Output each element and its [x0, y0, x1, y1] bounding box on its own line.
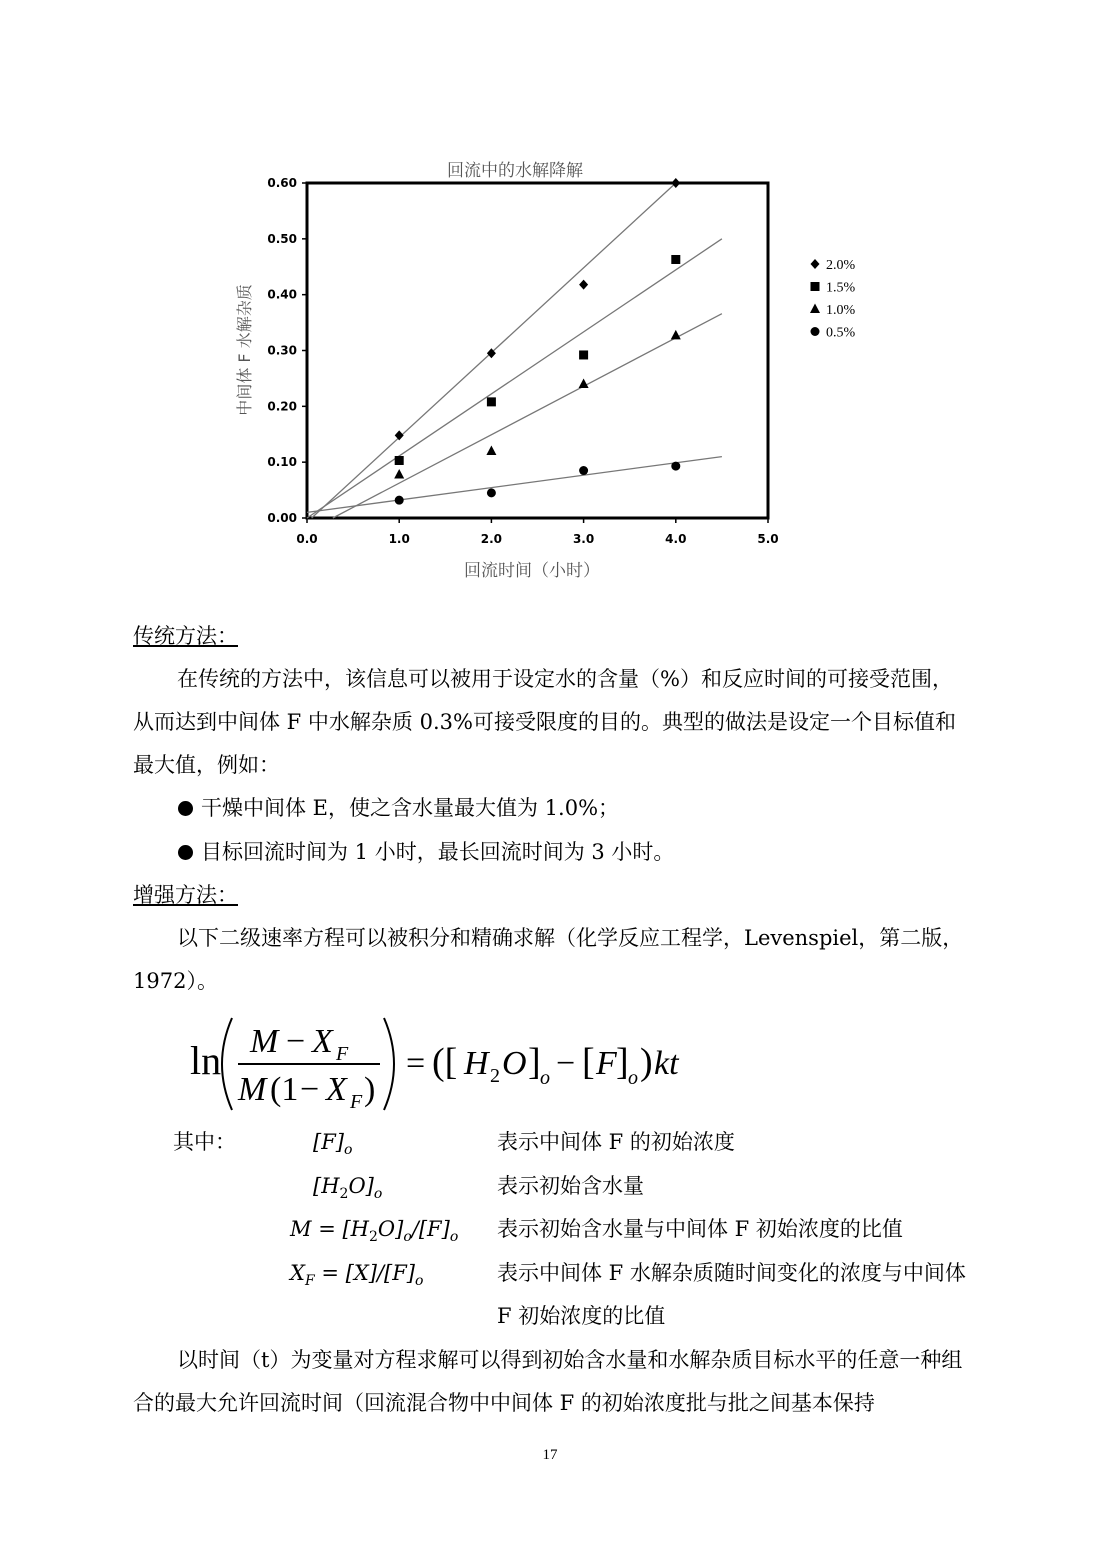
data-point [579, 379, 589, 389]
hydrolysis-chart [220, 150, 880, 590]
data-point [486, 446, 496, 456]
svg-text:]: ] [616, 1041, 629, 1083]
data-point [395, 496, 404, 505]
svg-text:−: − [556, 1045, 576, 1082]
svg-text:F: F [336, 1043, 349, 1065]
svg-text:]: ] [528, 1041, 541, 1083]
legend-label: 0.5% [826, 325, 856, 341]
definition-desc-2: 表示初始含水量 [497, 1174, 644, 1198]
legend-marker [811, 282, 820, 291]
definition-symbol-3: $M = [H_2O]_o/[F]_o$ [290, 1217, 459, 1246]
y-tick-label: 0.30 [267, 343, 297, 358]
bullet-item-2 [178, 831, 674, 874]
y-tick-label: 0.00 [267, 511, 297, 525]
x-tick-label: 0.0 [296, 532, 318, 546]
svg-text:): ) [640, 1041, 653, 1083]
definition-desc-1: 表示中间体 F 的初始浓度 [497, 1130, 735, 1154]
data-point [487, 397, 496, 406]
data-point [395, 430, 404, 440]
y-tick-label: 0.60 [267, 176, 297, 190]
x-tick-label: 1.0 [388, 532, 410, 546]
legend-marker [811, 327, 820, 336]
svg-text:kt: kt [654, 1045, 679, 1082]
x-tick-label: 2.0 [480, 532, 503, 546]
legend-label: 1.0% [826, 303, 856, 318]
def-symbol-text: [F] [313, 1130, 344, 1154]
svg-text:−: − [286, 1023, 306, 1060]
svg-text:=: = [406, 1045, 426, 1082]
data-point [394, 469, 404, 479]
paragraph-enhanced: 以下二级速率方程可以被积分和精确求解（化学反应工程学，Levenspiel，第二版，1972）。 [133, 926, 964, 993]
data-point [671, 462, 680, 471]
x-tick-label: 5.0 [757, 532, 779, 546]
trend-line [307, 239, 722, 518]
svg-text:ln: ln [190, 1038, 222, 1083]
data-point [395, 456, 404, 465]
legend-label: 2.0% [826, 258, 856, 273]
data-point [487, 488, 496, 497]
svg-text:O: O [502, 1045, 527, 1082]
definition-desc-4: 表示中间体 F 水解杂质随时间变化的浓度与中间体 F 初始浓度的比值 [497, 1261, 966, 1328]
svg-text:o: o [628, 1067, 638, 1089]
definition-symbol-2: $[H_2O]_o$ [313, 1174, 383, 1203]
svg-text:F: F [350, 1091, 363, 1113]
rate-equation [188, 1012, 708, 1116]
svg-text:−: − [300, 1071, 320, 1108]
svg-text:): ) [364, 1071, 376, 1108]
bullet-text-1: 干燥中间体 E，使之含水量最大值为 1.0%； [201, 796, 620, 820]
y-tick-label: 0.10 [267, 455, 297, 470]
definition-desc-3: 表示初始含水量与中间体 F 初始浓度的比值 [497, 1217, 903, 1241]
paragraph-solution: 以时间（t）为变量对方程求解可以得到初始含水量和水解杂质目标水平的任意一种组合的最大允许回流时间（回流混合物中中间体 F 的初始浓度批与批之间基本保持 [133, 1348, 963, 1415]
svg-text:(1: (1 [270, 1071, 299, 1108]
data-point [671, 330, 681, 340]
chart-xlabel: 回流时间（小时） [464, 561, 600, 581]
where-label: 其中： [173, 1130, 236, 1154]
data-point [579, 466, 588, 475]
data-point [579, 350, 588, 359]
definition-symbol-1: $[F]_o$ [313, 1130, 353, 1159]
data-point [579, 280, 588, 290]
svg-text:([: ([ [432, 1041, 458, 1083]
svg-text:M: M [238, 1071, 267, 1108]
svg-text:F: F [596, 1045, 617, 1082]
chart-title: 回流中的水解降解 [447, 161, 583, 181]
heading-enhanced: 增强方法： [133, 883, 238, 907]
x-tick-label: 3.0 [572, 532, 595, 546]
svg-text:M: M [250, 1023, 279, 1060]
bullet-dot-icon [178, 801, 193, 816]
plot-frame [307, 183, 768, 518]
y-tick-label: 0.40 [267, 287, 297, 302]
legend-marker [810, 304, 820, 314]
legend-label: 1.5% [826, 280, 856, 296]
page-number: 17 [542, 1447, 558, 1463]
bullet-dot-icon [178, 845, 193, 860]
chart-ylabel: 中间体 F 水解杂质 [235, 284, 254, 416]
definition-symbol-4: $X_F = [X]/[F]_o$ [290, 1261, 424, 1290]
legend-marker [811, 259, 820, 269]
heading-traditional: 传统方法： [133, 624, 238, 648]
svg-text:o: o [540, 1067, 550, 1089]
svg-text:X: X [312, 1023, 333, 1060]
svg-text:H: H [464, 1045, 489, 1082]
svg-text:[: [ [582, 1041, 595, 1083]
trend-line [312, 183, 676, 518]
bullet-text-2: 目标回流时间为 1 小时，最长回流时间为 3 小时。 [201, 840, 675, 864]
data-point [671, 255, 680, 264]
bullet-item-1 [178, 787, 619, 830]
svg-text:X: X [326, 1071, 347, 1108]
x-tick-label: 4.0 [665, 532, 687, 546]
trend-line [333, 314, 722, 518]
y-tick-label: 0.50 [267, 231, 297, 246]
svg-text:2: 2 [490, 1065, 500, 1087]
y-tick-label: 0.20 [267, 399, 297, 414]
paragraph-traditional: 在传统的方法中，该信息可以被用于设定水的含量（%）和反应时间的可接受范围，从而达到中间体 F 中水解杂质 0.3%可接受限度的目的。典型的做法是设定一个目标值和最大值，例如： [133, 667, 956, 777]
